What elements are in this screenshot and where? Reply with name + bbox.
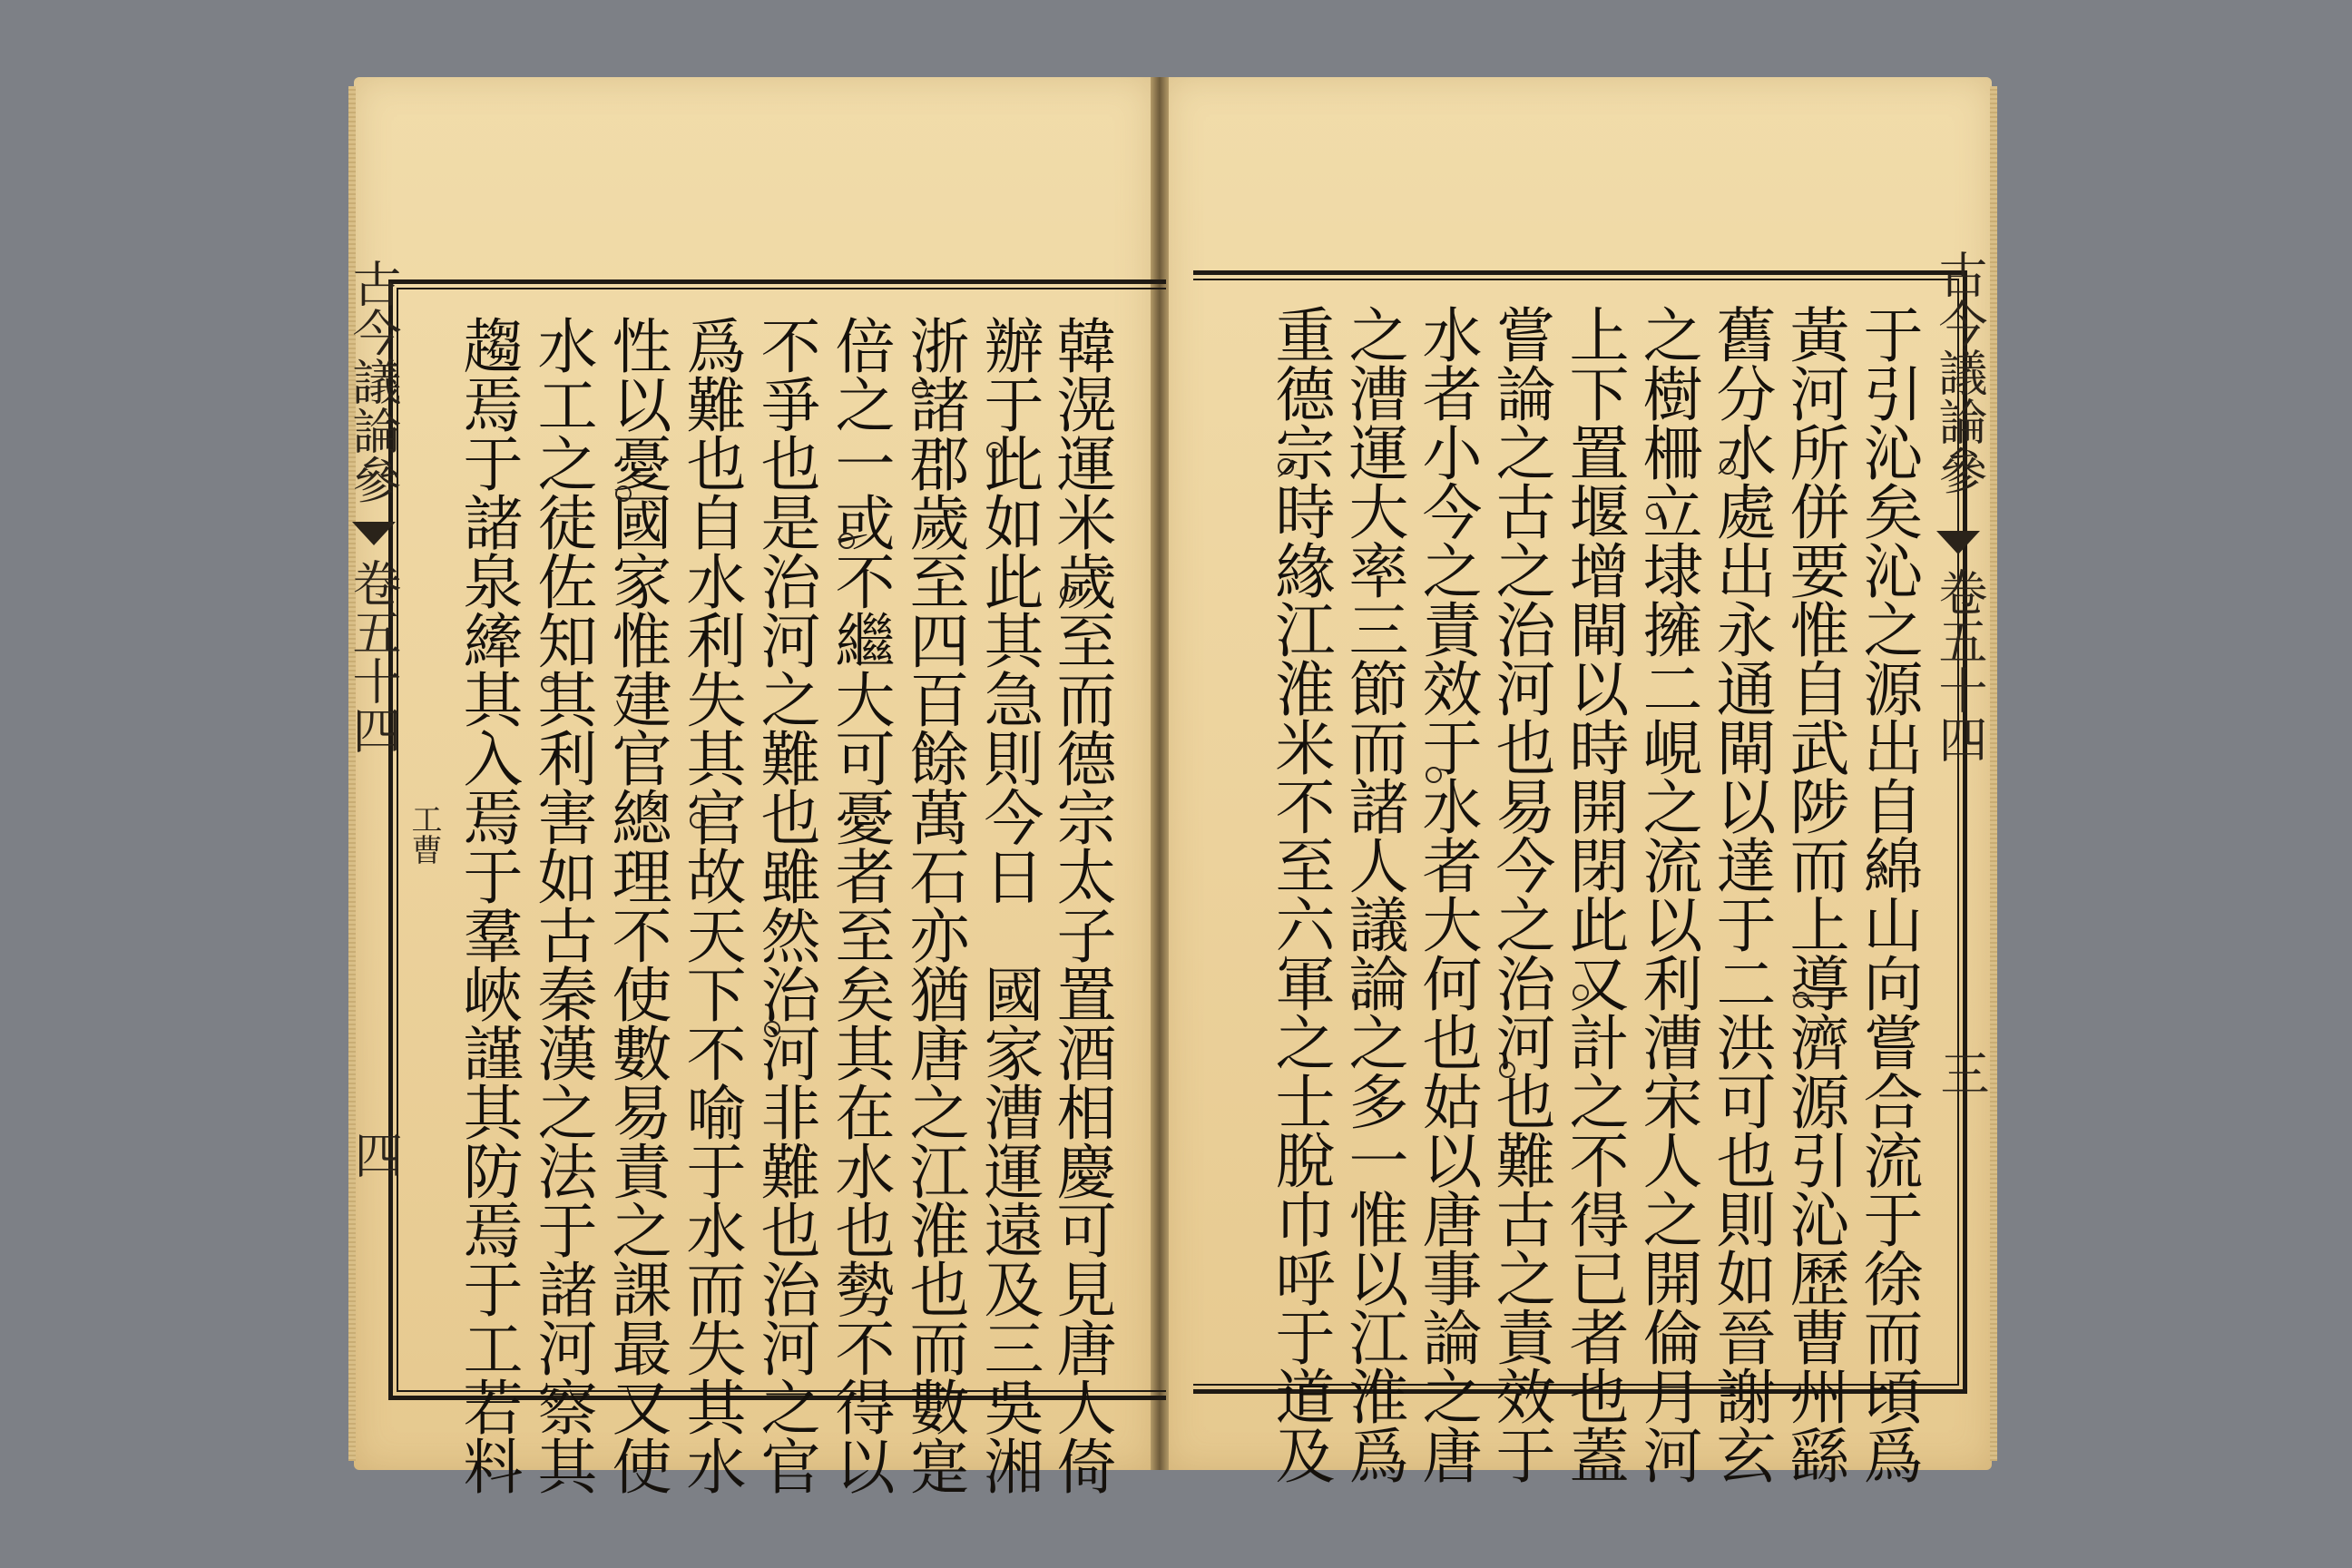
punctuation-circle [838,533,855,549]
text-column: 爲難也自水利失其官故天下不喻于水而失其水 [676,315,746,1494]
punctuation-circle [1867,862,1883,878]
left-margin-volume: 卷五十四 [345,558,402,754]
text-column: 于引沁矣沁之源出自綿山向嘗合流于徐而頃爲 [1853,304,1923,1484]
text-column: 趨焉于諸泉縴其入焉于羣峽謹其防焉于工若料 [453,315,523,1494]
text-column: 黃河所併要惟自武陟而上導濟源引沁歷曹州繇 [1779,304,1849,1484]
text-column: 辦于此如此其急則今日 國家漕運遠及三吳湘 [974,315,1044,1494]
text-column: 之樹柵立埭擁二峴之流以利漕宋人之開倫月河 [1632,304,1702,1484]
punctuation-circle [1352,989,1368,1005]
left-folio-number: 四 [347,1130,404,1179]
text-column: 水者小今之責效于水者大何也姑以唐事論之唐 [1412,304,1482,1484]
right-margin-volume: 卷五十四 [1931,567,1988,763]
right-folio-number: 三 [1933,1048,1990,1097]
punctuation-circle [1646,504,1662,520]
fish-tail-mark [1936,531,1980,554]
right-margin-title: 古今議論參 [1931,250,1988,495]
text-column: 舊分水處出永通閘以達于二洪可也則如晉謝玄 [1706,304,1776,1484]
punctuation-circle [1573,985,1589,1001]
text-column: 不爭也是治河之難也雖然治河非難也治河之官 [750,315,820,1494]
text-column: 浙諸郡歲至四百餘萬石亦猶唐之江淮也而數寔 [899,315,969,1494]
punctuation-circle [541,676,557,692]
text-column: 上下置堰增閘以時開閉此又計之不得已者也蓋 [1559,304,1629,1484]
punctuation-circle [1793,992,1809,1008]
text-column: 韓滉運米歲至而德宗太子置酒相慶可見唐人倚 [1046,315,1116,1494]
punctuation-circle [764,1021,780,1037]
punctuation-circle [1278,458,1294,475]
punctuation-circle [1426,767,1442,783]
left-margin-section: 工曹 [406,803,442,865]
punctuation-circle [1060,585,1076,602]
text-column: 性以憂國家惟建官總理不使數易責之課最又使 [602,315,671,1494]
text-column: 之漕運大率三節而諸人議論之多一惟以江淮爲 [1338,304,1408,1484]
punctuation-circle [986,442,1003,458]
left-margin-title: 古今議論參 [345,259,402,504]
punctuation-circle [1720,458,1736,475]
text-column: 倍之一或不繼大可憂者至矣其在水也勢不得以 [825,315,895,1494]
fish-tail-mark [352,522,396,545]
text-column: 水工之徒佐知其利害如古秦漢之法于諸河察其 [527,315,597,1494]
punctuation-circle [690,812,706,828]
page-edge [1990,86,1997,1461]
punctuation-circle [912,382,928,398]
text-column: 嘗論之古之治河也易今之治河也難古之責效于 [1485,304,1555,1484]
punctuation-circle [615,485,632,502]
punctuation-circle [1499,1062,1515,1078]
open-book [345,77,1992,1494]
text-column: 重德宗時緣江淮米不至六軍之士脫巾呼于道及 [1265,304,1335,1484]
